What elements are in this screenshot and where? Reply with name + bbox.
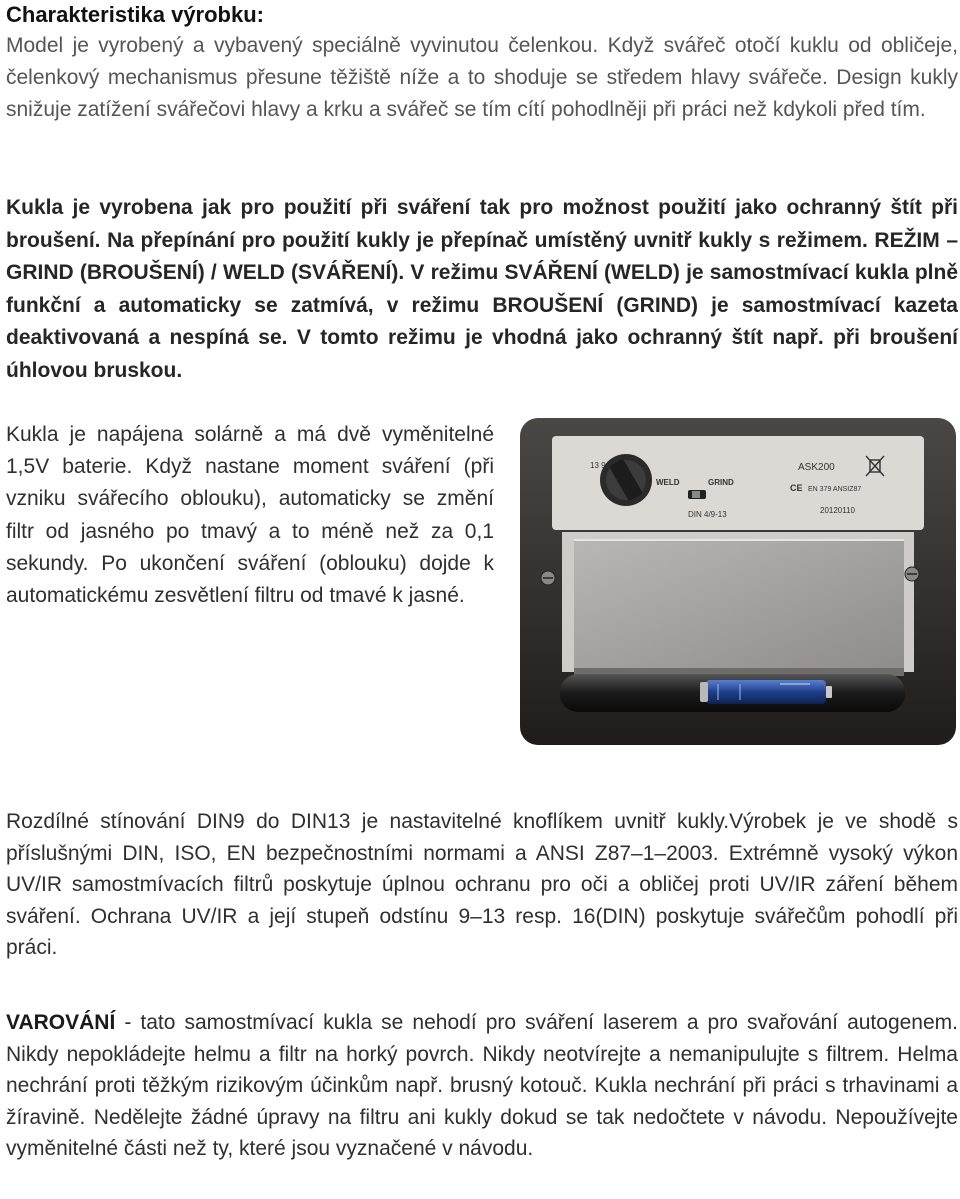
filter-cartridge-photo <box>520 418 956 745</box>
model-label: ASK200 <box>798 462 835 473</box>
right-screw-icon <box>905 567 919 581</box>
paragraph-power: Kukla je napájena solárně a má dvě vyměnitelné 1,5V baterie. Když nastane moment sváření (při vzniku svářecího oblouku), automaticky se změní filtr od jasného po tmavý a to méně než za 0,1 sekundy. Po ukončení sváření (oblouku) dojde k automatickému zesvětlení filtru od tmavé k jasné. <box>6 423 494 608</box>
shade-dial[interactable] <box>600 454 652 506</box>
filter-window <box>574 540 904 668</box>
paragraph-modes: Kukla je vyrobena jak pro použití při sváření tak pro možnost použití jako ochranný štít při broušení. Na přepínání pro použití kukly je přepínač umístěný uvnitř kukly s režimem. REŽIM – GRIND (BROUŠENÍ) / WELD (SVÁŘENÍ). V režimu SVÁŘENÍ (WELD) je samostmívací kukla plně funkční a automaticky se zatmívá, v režimu BROUŠENÍ (GRIND) je samostmívací kazeta deaktivovaná a nespíná se. V tomto režimu je vhodná jako ochranný štít např. při broušení úhlovou bruskou. <box>6 196 958 382</box>
grind-label: GRIND <box>708 478 734 487</box>
paragraph-characteristics: Model je vyrobený a vybavený speciálně vyvinutou čelenkou. Když svářeč otočí kuklu od obličeje, čelenkový mechanismus přesune těžiště níže a to shoduje se středem hlavy svářeče. Design kukly snižuje zatížení svářečovi hlavy a krku a svářeč se tím cítí pohodlněji při práci než kdykoli před tím. <box>6 34 958 121</box>
page-title: Charakteristika výrobku: <box>6 2 264 27</box>
warning-text: - tato samostmívací kukla se nehodí pro sváření laserem a pro svařování autogenem. Nikdy nepokládejte helmu a filtr na horký povrch. Nikdy neotvírejte a nemanipulujte s filtrem. Helma nechrání proti těžkým rizikovým účinkům např. brusný kotouč. Kukla nechrání při práci s trhavinami a žíravině. Nedělejte žádné úpravy na filtru ani kukly dokud se tak nedočtete v návodu. Nepoužívejte vyměnitelné části než ty, které jsou vyznačené v návodu. <box>6 1011 958 1161</box>
left-screw-icon <box>541 571 555 585</box>
dial-marks: 13 9 <box>590 461 606 470</box>
paragraph-shading: Rozdílné stínování DIN9 do DIN13 je nastavitelné knoflíkem uvnitř kukly.Výrobek je ve shodě s příslušnými DIN, ISO, EN bezpečnostními normami a ANSI Z87–1–2003. Extrémně vysoký výkon UV/IR samostmívacích filtrů poskytuje úplnou ochranu pro oči a obličej proti UV/IR záření během sváření. Ochrana UV/IR a její stupeň odstínu 9–13 resp. 16(DIN) poskytuje svářečům pohodlí při práci. <box>6 810 958 960</box>
mode-switch[interactable] <box>688 490 706 499</box>
norms-label: EN 379 ANSIZ87 <box>808 486 862 493</box>
weld-label: WELD <box>656 478 680 487</box>
ce-mark: CE <box>790 483 803 493</box>
paragraph-warning <box>6 1007 958 1165</box>
battery-icon <box>700 680 832 704</box>
din-label: DIN 4/9-13 <box>688 510 727 519</box>
warning-label: VAROVÁNÍ <box>6 1011 116 1034</box>
date-code: 20120110 <box>820 506 855 515</box>
